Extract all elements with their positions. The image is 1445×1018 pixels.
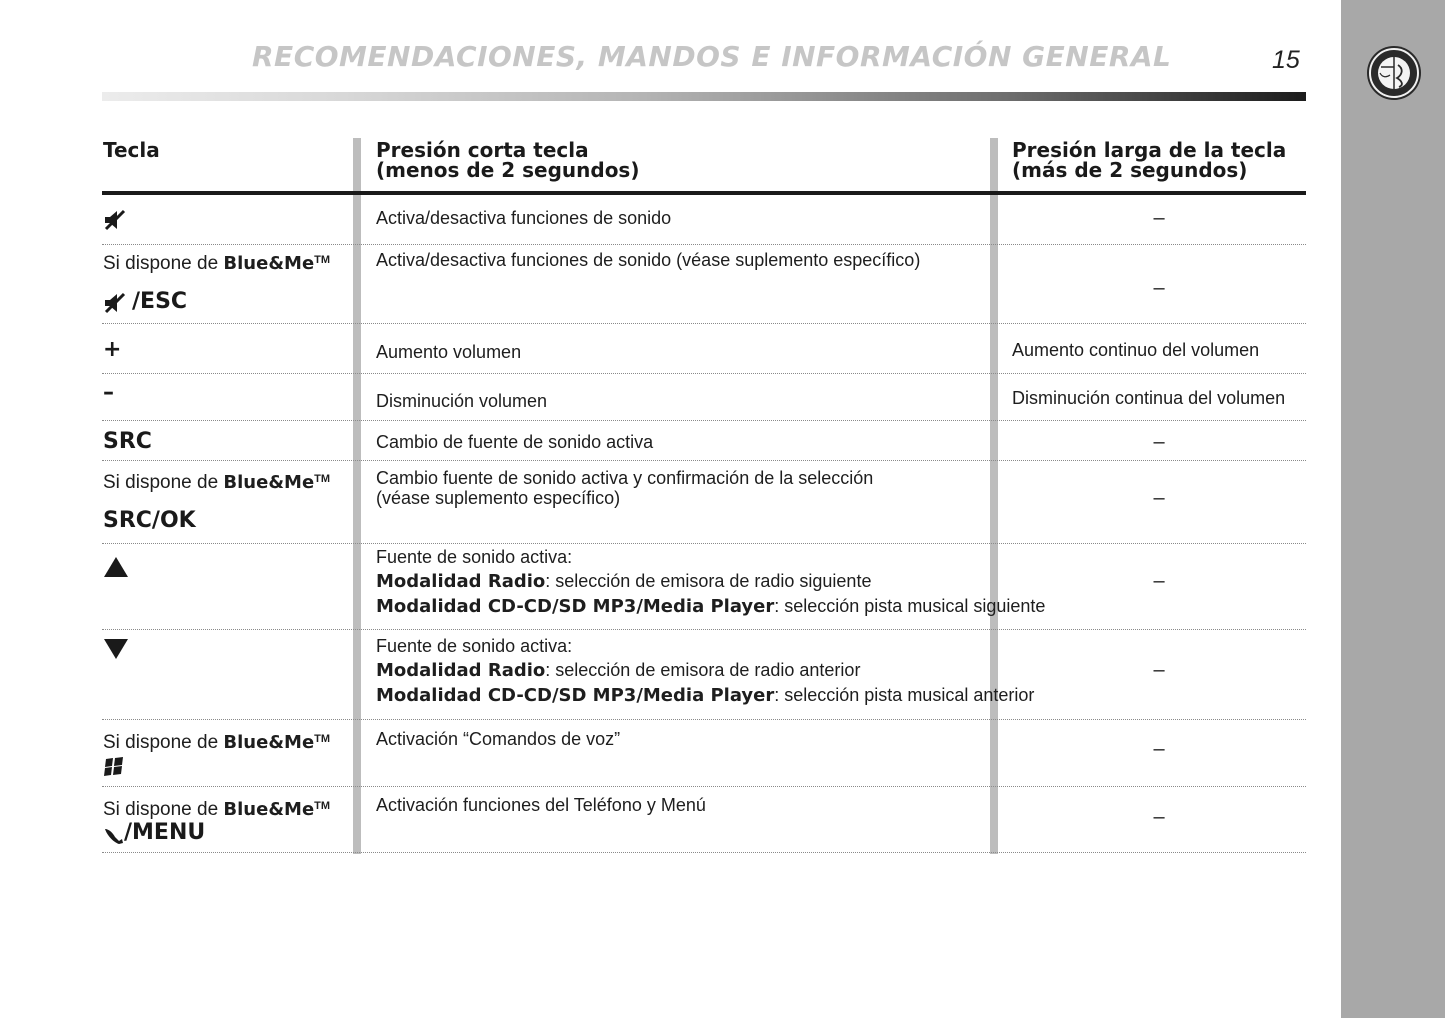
row-divider (102, 323, 1306, 324)
row-mute-esc-short: Activa/desactiva funciones de sonido (véase suplemento específico) (376, 250, 921, 270)
row-src-short: Cambio de fuente de sonido activa (376, 432, 654, 452)
row-divider (102, 629, 1306, 630)
row-menu-long: – (1153, 806, 1165, 828)
row-divider (102, 786, 1306, 787)
row-divider (102, 852, 1306, 853)
row-divider (102, 420, 1306, 421)
column-header-short: Presión corta tecla (menos de 2 segundos) (376, 138, 640, 182)
column-header-key: Tecla (103, 138, 160, 162)
row-up-long: – (1153, 570, 1165, 592)
row-src-ok-short: Cambio fuente de sonido activa y confirmación de la selección (véase suplemento específico) (376, 468, 874, 508)
triangle-down-icon (103, 638, 129, 660)
page-number: 15 (1272, 46, 1300, 74)
row-plus-short: Aumento volumen (376, 342, 522, 362)
row-voice-long: – (1153, 738, 1165, 760)
row-src-ok-note: Si dispone de Blue&Me™ (103, 472, 331, 493)
row-voice-short: Activación “Comandos de voz” (376, 729, 621, 749)
row-up-short: Fuente de sonido activa: Modalidad Radio: selección de emisora de radio siguiente Modalidad CD-CD/SD MP3/Media Player: selección pista musical siguiente (376, 547, 1046, 617)
row-src-long: – (1153, 431, 1165, 453)
row-minus-key: – (103, 380, 114, 405)
page-title: RECOMENDACIONES, MANDOS E INFORMACIÓN GENERAL (252, 40, 1172, 73)
row-plus-long: Aumento continuo del volumen (1012, 340, 1260, 360)
mute-speaker-icon (103, 209, 127, 231)
row-mute-esc-note: Si dispone de Blue&Me™ (103, 253, 331, 274)
row-divider (102, 460, 1306, 461)
row-menu-key: /MENU (124, 820, 206, 845)
column-separator (353, 138, 361, 854)
column-separator (990, 138, 998, 854)
row-src-ok-key: SRC/OK (103, 508, 196, 533)
row-mute-esc-long: – (1153, 277, 1165, 299)
phone-icon (103, 825, 125, 845)
windows-voice-icon (103, 757, 125, 777)
row-minus-long: Disminución continua del volumen (1012, 388, 1286, 408)
row-down-long: – (1153, 659, 1165, 681)
triangle-up-icon (103, 556, 129, 578)
row-divider (102, 543, 1306, 544)
row-src-ok-long: – (1153, 487, 1165, 509)
row-mute-short: Activa/desactiva funciones de sonido (376, 208, 672, 228)
side-band (1341, 0, 1445, 1018)
row-mute-long: – (1153, 207, 1165, 229)
row-minus-short: Disminución volumen (376, 391, 548, 411)
row-mute-esc-key: /ESC (132, 289, 188, 314)
row-down-short: Fuente de sonido activa: Modalidad Radio: selección de emisora de radio anterior Modalidad CD-CD/SD MP3/Media Player: selección pista musical anterior (376, 636, 1035, 706)
row-divider (102, 373, 1306, 374)
row-src-key: SRC (103, 429, 152, 454)
row-voice-note: Si dispone de Blue&Me™ (103, 732, 331, 753)
mute-speaker-icon (103, 292, 127, 314)
row-menu-short: Activación funciones del Teléfono y Menú (376, 795, 706, 815)
row-plus-key: + (103, 337, 122, 362)
alfa-romeo-logo (1366, 45, 1422, 101)
header-rule (102, 92, 1306, 101)
header-underline (102, 191, 1306, 195)
row-divider (102, 719, 1306, 720)
row-divider (102, 244, 1306, 245)
row-menu-note: Si dispone de Blue&Me™ (103, 799, 331, 820)
column-header-long: Presión larga de la tecla (más de 2 segundos) (1012, 138, 1287, 182)
